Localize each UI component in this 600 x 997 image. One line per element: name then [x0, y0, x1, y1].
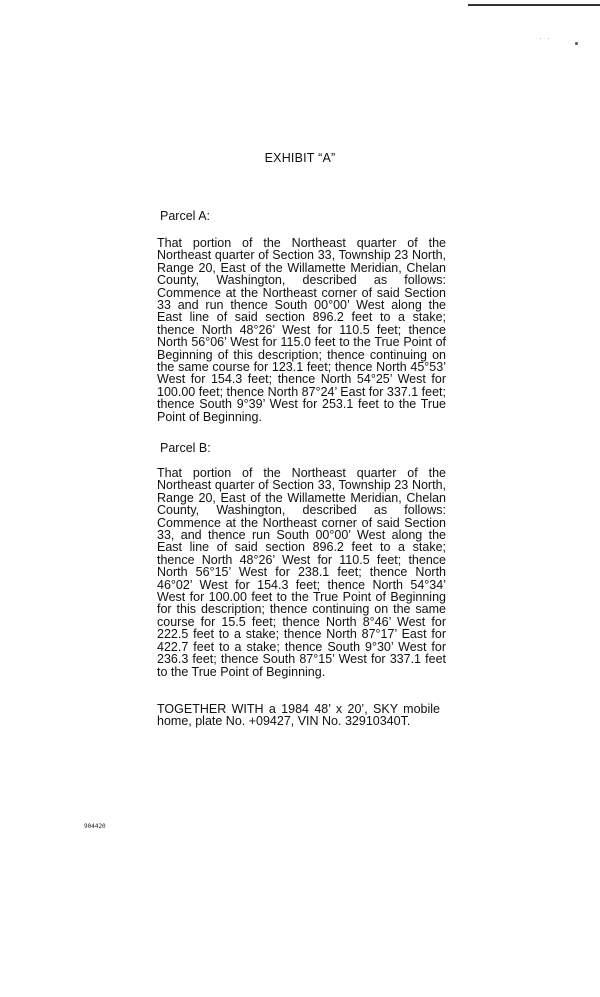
parcel-a-heading: Parcel A: [160, 209, 211, 223]
document-margin-code: 904420 [84, 823, 106, 830]
exhibit-title: EXHIBIT “A” [264, 151, 336, 165]
scan-speck [548, 38, 549, 39]
parcel-b-description: That portion of the Northeast quarter of the Northeast quarter of Section 33, Township 23 North, Range 20, East of the Willamette Meridian, Chelan County, Washington, described as follows: Commence at the Northeast corner of said Section 33, and thence run South 00°00’ West along the East line of said section 896.2 feet to a stake; thence North 48°26’ West for 110.5 feet; thence North 56°15’ West for 238.1 feet; thence North 46°02’ West for 154.3 feet; thence North 54°34’ West for 100.00 feet to the True Point of Beginning for this description; thence continuing on the same course for 15.5 feet; thence North 8°46’ West for 222.5 feet to a stake; thence North 87°17’ East for 422.7 feet to a stake; thence South 9°30’ West for 236.3 feet; thence South 87°15’ West for 337.1 feet to the True Point of Beginning. [157, 466, 446, 679]
scan-speck [540, 38, 541, 39]
scan-speck [575, 42, 578, 45]
scan-edge-line [468, 4, 600, 6]
parcel-b-heading: Parcel B: [160, 441, 211, 455]
parcel-a-description: That portion of the Northeast quarter of the Northeast quarter of Section 33, Township 23 North, Range 20, East of the Willamette Meridian, Chelan County, Washington, described as follows: Commence at the Northeast corner of said Section 33 and run thence South 00°00’ West along the East line of said section 896.2 feet to a stake; thence North 48°26’ West for 110.5 feet; thence North 56°06’ West for 115.0 feet to the True Point of Beginning of this description; thence continuing on the same course for 123.1 feet; thence North 45°53’ West for 154.3 feet; thence North 54°25’ West for 100.00 feet; thence North 87°24’ East for 337.1 feet; thence South 9°39’ West for 253.1 feet to the True Point of Beginning. [157, 236, 446, 424]
together-with-clause: TOGETHER WITH a 1984 48’ x 20’, SKY mobile home, plate No. +09427, VIN No. 32910340T. [157, 702, 440, 729]
